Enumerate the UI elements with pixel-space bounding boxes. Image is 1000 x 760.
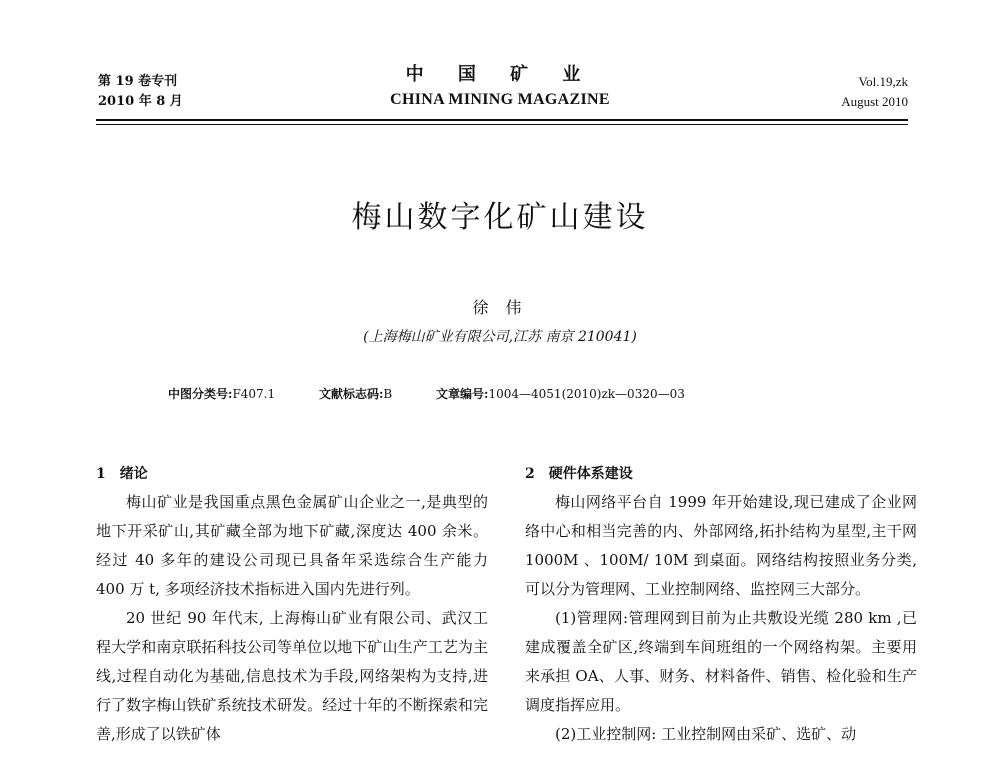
section-title: 绪论 — [119, 466, 148, 482]
section-title: 硬件体系建设 — [548, 466, 633, 482]
section-number: 2 — [525, 466, 535, 482]
date-en: August 2010 — [841, 94, 908, 109]
article-no-label: 文章编号: — [436, 387, 489, 401]
article-no-value: 1004—4051(2010)zk—0320—03 — [488, 387, 685, 401]
doc-code-field — [319, 387, 412, 401]
article-metadata — [168, 385, 725, 402]
header-rule-thin — [96, 124, 908, 125]
header-rule-thick — [96, 119, 908, 121]
doc-code-label: 文献标志码: — [318, 387, 384, 401]
journal-name-en: CHINA MINING MAGAZINE — [390, 91, 610, 108]
article-title: 梅山数字化矿山建设 — [351, 200, 649, 235]
header-right — [841, 72, 908, 112]
clc-label: 中图分类号: — [168, 387, 233, 401]
header-left — [98, 72, 183, 112]
clc-value: F407.1 — [232, 387, 276, 401]
paragraph: (1)管理网:管理网到目前为止共敷设光缆 280 km ,已建成覆盖全矿区,终端到车间班组的一个网络构架。主要用来承担 OA、人事、财务、材料备件、销售、检化验和生产调度指挥应用。 — [525, 609, 917, 714]
article-author: 徐 伟 — [472, 298, 528, 317]
paragraph: 梅山网络平台自 1999 年开始建设,现已建成了企业网络中心和相当完善的内、外部网络,拓扑结构为星型,主干网 1000M 、100M/ 10M 到桌面。网络结构按照业务分类,可以分为管理网、工业控制网络、监控网三大部分。 — [525, 493, 917, 598]
clc-field — [168, 387, 295, 401]
paragraph: (2)工业控制网: 工业控制网由采矿、选矿、动 — [555, 725, 857, 743]
volume-cn: 第 19 卷专刊 — [98, 74, 178, 89]
doc-code-value: B — [383, 387, 393, 401]
date-cn: 2010 年 8 月 — [98, 94, 183, 109]
paragraph: 梅山矿业是我国重点黑色金属矿山企业之一,是典型的地下开采矿山,其矿藏全部为地下矿藏,深度达 400 余米。经过 40 多年的建设公司现已具备年采选综合生产能力 400 万 t, 多项经济技术指标进入国内先进行列。 — [96, 493, 488, 598]
right-column — [525, 460, 917, 749]
section-heading — [525, 460, 917, 488]
section-heading — [96, 460, 488, 488]
section-number: 1 — [96, 466, 106, 482]
volume-en: Vol.19,zk — [858, 74, 908, 89]
article-no-field — [436, 387, 705, 401]
header-center — [300, 62, 700, 112]
paragraph: 20 世纪 90 年代末, 上海梅山矿业有限公司、武汉工程大学和南京联拓科技公司等单位以地下矿山生产工艺为主线,过程自动化为基础,信息技术为手段,网络架构为支持,进行了数字梅山铁矿系统技术研发。经过十年的不断探索和完善,形成了以铁矿体 — [96, 609, 488, 743]
author-affiliation: (上海梅山矿业有限公司,江苏 南京 210041) — [363, 329, 637, 345]
journal-name-cn: 中 国 矿 业 — [405, 64, 595, 85]
left-column — [96, 460, 488, 749]
